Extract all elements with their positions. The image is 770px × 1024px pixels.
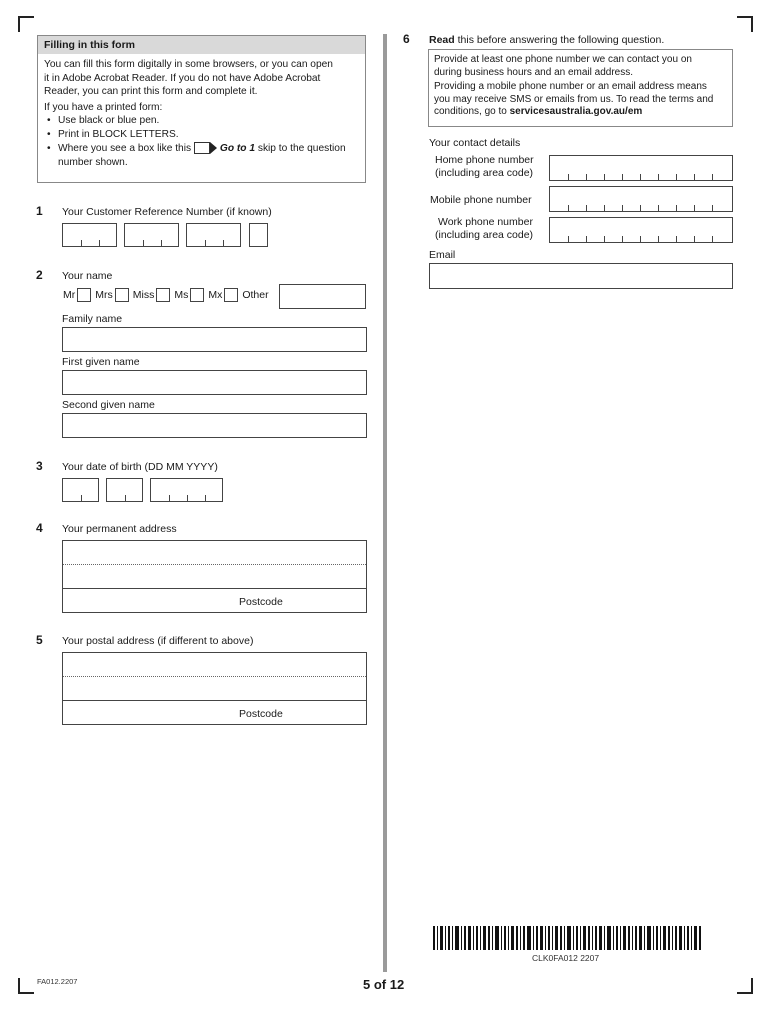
email-label: Email bbox=[429, 249, 456, 261]
q6-number: 6 bbox=[403, 32, 410, 46]
email-input[interactable] bbox=[429, 263, 733, 289]
barcode-graphic bbox=[433, 926, 703, 950]
crop-mark-top-right bbox=[737, 16, 753, 32]
permanent-postcode-label: Postcode bbox=[239, 596, 283, 608]
title-options bbox=[63, 288, 269, 302]
q6-box-line-2: during business hours and an email address. bbox=[434, 66, 634, 78]
title-miss-label: Miss bbox=[132, 289, 155, 301]
q5-label: Your postal address (if different to above) bbox=[62, 635, 254, 647]
crn-box-3[interactable] bbox=[186, 223, 241, 247]
q6-box-line-5 bbox=[434, 106, 727, 119]
q6-notice-box bbox=[428, 49, 733, 127]
info-line-2: it in Adobe Acrobat Reader. If you do not have Adobe Acrobat bbox=[44, 72, 321, 84]
goto-arrow-icon bbox=[210, 142, 217, 154]
q2-number: 2 bbox=[36, 268, 43, 282]
first-name-input[interactable] bbox=[62, 370, 367, 395]
q4-label: Your permanent address bbox=[62, 523, 177, 535]
q3-number: 3 bbox=[36, 459, 43, 473]
title-mx-label: Mx bbox=[208, 289, 223, 301]
barcode-text: CLK0FA012 2207 bbox=[532, 953, 600, 963]
title-ms-checkbox[interactable] bbox=[190, 288, 204, 302]
q5-number: 5 bbox=[36, 633, 43, 647]
q6-read-rest: this before answering the following question. bbox=[457, 34, 665, 46]
q6-terms-link[interactable]: servicesaustralia.gov.au/em bbox=[509, 106, 643, 117]
dob-year-input[interactable] bbox=[150, 478, 223, 502]
filling-info-body bbox=[38, 54, 365, 170]
postal-address-input[interactable] bbox=[62, 652, 367, 725]
info-goto-label: Go to 1 bbox=[219, 143, 256, 154]
title-miss-checkbox[interactable] bbox=[156, 288, 170, 302]
q6-box-line-4: you may receive SMS or emails from us. To read the terms and bbox=[434, 93, 714, 105]
info-bullet-3 bbox=[44, 142, 359, 170]
info-bullet-3-pre: Where you see a box like this bbox=[58, 143, 192, 154]
q6-read-bold: Read bbox=[429, 34, 455, 46]
q1-number: 1 bbox=[36, 204, 43, 218]
q6-box-line-1: Provide at least one phone number we can contact you on bbox=[434, 54, 692, 65]
q1-label: Your Customer Reference Number (if known) bbox=[62, 206, 272, 218]
form-code: FA012.2207 bbox=[37, 977, 78, 986]
info-bullets bbox=[44, 114, 359, 170]
title-other-label: Other bbox=[242, 289, 269, 301]
permanent-address-input[interactable] bbox=[62, 540, 367, 613]
crn-box-4[interactable] bbox=[249, 223, 268, 247]
info-line-1: You can fill this form digitally in some browsers, or you can open bbox=[44, 59, 333, 70]
family-name-label: Family name bbox=[62, 313, 123, 325]
page-number: 5 of 12 bbox=[363, 977, 405, 992]
second-name-label: Second given name bbox=[62, 399, 155, 411]
title-ms-label: Ms bbox=[174, 289, 189, 301]
dob-day-input[interactable] bbox=[62, 478, 99, 502]
q6-box-line-3: Providing a mobile phone number or an email address means bbox=[434, 81, 707, 92]
home-phone-input[interactable] bbox=[549, 155, 733, 181]
info-printed-intro: If you have a printed form: bbox=[44, 101, 163, 113]
info-bullet-3-post: skip to the question bbox=[257, 143, 346, 154]
crop-mark-bottom-right bbox=[737, 978, 753, 994]
goto-box-icon bbox=[194, 142, 210, 154]
barcode bbox=[433, 926, 703, 950]
home-phone-label-1: Home phone number bbox=[435, 154, 534, 166]
title-other-input[interactable] bbox=[279, 284, 366, 309]
family-name-input[interactable] bbox=[62, 327, 367, 352]
work-phone-input[interactable] bbox=[549, 217, 733, 243]
dob-month-input[interactable] bbox=[106, 478, 143, 502]
column-divider bbox=[383, 34, 387, 972]
crn-box-1[interactable] bbox=[62, 223, 117, 247]
postal-postcode-label: Postcode bbox=[239, 708, 283, 720]
title-mr-checkbox[interactable] bbox=[77, 288, 91, 302]
contact-details-label: Your contact details bbox=[429, 137, 521, 149]
q2-label: Your name bbox=[62, 270, 113, 282]
mobile-phone-input[interactable] bbox=[549, 186, 733, 212]
q6-heading bbox=[429, 34, 664, 46]
title-mrs-checkbox[interactable] bbox=[115, 288, 129, 302]
mobile-phone-label: Mobile phone number bbox=[430, 194, 532, 206]
second-name-input[interactable] bbox=[62, 413, 367, 438]
first-name-label: First given name bbox=[62, 356, 140, 368]
title-mx-checkbox[interactable] bbox=[224, 288, 238, 302]
crn-box-2[interactable] bbox=[124, 223, 179, 247]
work-phone-label-1: Work phone number bbox=[438, 216, 533, 228]
q6-terms-pre: conditions, go to bbox=[434, 106, 507, 117]
filling-info-title: Filling in this form bbox=[38, 36, 365, 54]
info-line-3: Reader, you can print this form and complete it. bbox=[44, 86, 258, 97]
title-mrs-label: Mrs bbox=[95, 289, 113, 301]
q4-number: 4 bbox=[36, 521, 43, 535]
info-bullet-1: • Use black or blue pen. bbox=[44, 114, 359, 128]
work-phone-label-2: (including area code) bbox=[435, 229, 534, 241]
q3-label: Your date of birth (DD MM YYYY) bbox=[62, 461, 218, 473]
crop-mark-bottom-left bbox=[18, 978, 34, 994]
info-bullet-2: • Print in BLOCK LETTERS. bbox=[44, 128, 359, 142]
crop-mark-top-left bbox=[18, 16, 34, 32]
filling-info-box bbox=[37, 35, 366, 183]
home-phone-label-2: (including area code) bbox=[435, 167, 534, 179]
title-mr-label: Mr bbox=[63, 289, 76, 301]
info-bullet-3-line2: number shown. bbox=[58, 157, 128, 168]
